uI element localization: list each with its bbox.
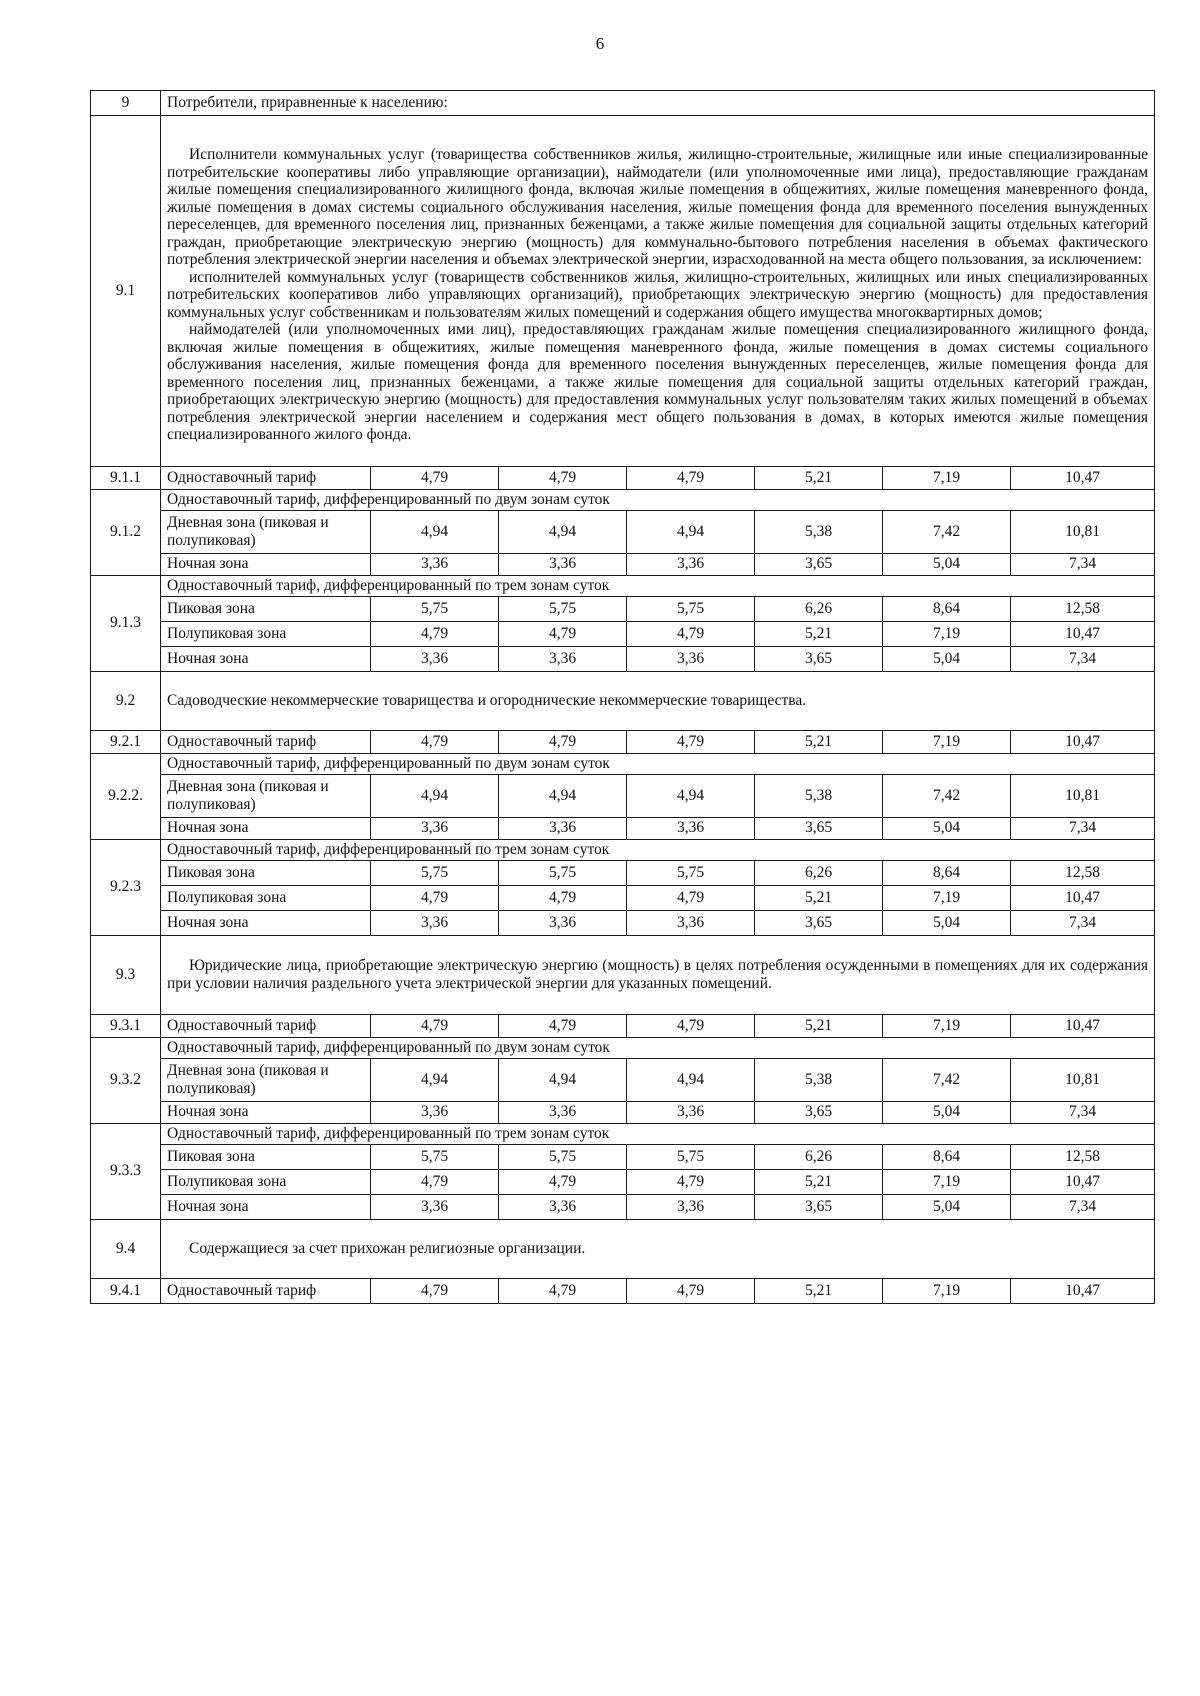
tariff-value-cell: 5,04 bbox=[883, 817, 1011, 839]
rate-label: Одноставочный тариф bbox=[161, 1014, 371, 1037]
tariff-value-cell: 5,75 bbox=[371, 1144, 499, 1169]
rate-label: Одноставочный тариф bbox=[161, 730, 371, 753]
tariff-value-cell: 3,36 bbox=[499, 553, 627, 575]
zone-label: Ночная зона bbox=[161, 817, 371, 839]
group-number: 9.3 bbox=[91, 935, 161, 1014]
tariff-value-cell: 4,94 bbox=[371, 510, 499, 553]
tariff-value-cell: 5,21 bbox=[755, 1169, 883, 1194]
group-number: 9.1 bbox=[91, 116, 161, 467]
group-caption: Садоводческие некоммерческие товарищества и огороднические некоммерческие товарищества. bbox=[167, 691, 807, 709]
tariff-value-cell: 3,36 bbox=[371, 646, 499, 671]
tariff-value-cell: 4,94 bbox=[499, 510, 627, 553]
tariff-value-cell: 4,94 bbox=[499, 774, 627, 817]
tariff-value-cell: 7,34 bbox=[1011, 646, 1155, 671]
tariff-value-cell: 3,36 bbox=[371, 1194, 499, 1219]
zone-row bbox=[91, 1169, 1155, 1194]
zone-row bbox=[91, 817, 1155, 839]
tariff-value-cell: 4,79 bbox=[499, 1014, 627, 1037]
tariff-value-cell: 4,79 bbox=[371, 1014, 499, 1037]
tariff-value-cell: 12,58 bbox=[1011, 596, 1155, 621]
tariff-value-cell: 5,21 bbox=[755, 621, 883, 646]
two-zone-header-row bbox=[91, 753, 1155, 774]
zone-row bbox=[91, 510, 1155, 553]
tariff-value-cell: 3,36 bbox=[499, 646, 627, 671]
tariff-value-cell: 7,19 bbox=[883, 730, 1011, 753]
row-number: 9.1.2 bbox=[91, 489, 161, 575]
tariff-value-cell: 3,36 bbox=[371, 910, 499, 935]
tariff-value-cell: 4,79 bbox=[627, 466, 755, 489]
zone-label: Полупиковая зона bbox=[161, 621, 371, 646]
zone-tariff-header: Одноставочный тариф, дифференцированный по трем зонам суток bbox=[161, 575, 1155, 596]
zone-label: Ночная зона bbox=[161, 1194, 371, 1219]
tariff-value-cell: 3,65 bbox=[755, 1101, 883, 1123]
tariff-value-cell: 8,64 bbox=[883, 860, 1011, 885]
tariff-value-cell: 10,47 bbox=[1011, 466, 1155, 489]
page-number: 6 bbox=[595, 34, 605, 53]
tariff-value-cell: 7,34 bbox=[1011, 817, 1155, 839]
tariff-value-cell: 7,19 bbox=[883, 885, 1011, 910]
tariff-value-cell: 7,19 bbox=[883, 1278, 1011, 1303]
section-row bbox=[91, 91, 1155, 116]
group-description-row bbox=[91, 116, 1155, 467]
group-caption-row bbox=[91, 671, 1155, 730]
row-number: 9.4.1 bbox=[91, 1278, 161, 1303]
tariff-table bbox=[90, 90, 1155, 1304]
tariff-value-cell: 10,47 bbox=[1011, 1169, 1155, 1194]
three-zone-header-row bbox=[91, 1123, 1155, 1144]
tariff-value-cell: 5,75 bbox=[627, 860, 755, 885]
tariff-value-cell: 3,36 bbox=[627, 817, 755, 839]
tariff-value-cell: 4,79 bbox=[499, 1278, 627, 1303]
tariff-value-cell: 5,75 bbox=[627, 596, 755, 621]
zone-row bbox=[91, 1194, 1155, 1219]
tariff-value-cell: 7,19 bbox=[883, 1014, 1011, 1037]
tariff-value-cell: 12,58 bbox=[1011, 1144, 1155, 1169]
tariff-value-cell: 3,36 bbox=[627, 553, 755, 575]
zone-row bbox=[91, 910, 1155, 935]
tariff-value-cell: 7,19 bbox=[883, 466, 1011, 489]
group-caption: Юридические лица, приобретающие электрическую энергию (мощность) в целях потребления осужденными в помещениях для их содержания при условии наличия раздельного учета электрической энергии для указанных помещений. bbox=[167, 957, 1149, 992]
tariff-value-cell: 3,36 bbox=[499, 910, 627, 935]
tariff-value-cell: 5,04 bbox=[883, 1194, 1011, 1219]
three-zone-header-row bbox=[91, 575, 1155, 596]
tariff-value-cell: 7,42 bbox=[883, 1058, 1011, 1101]
tariff-value-cell: 7,19 bbox=[883, 621, 1011, 646]
zone-label: Пиковая зона bbox=[161, 596, 371, 621]
zone-row bbox=[91, 646, 1155, 671]
tariff-value-cell: 5,75 bbox=[499, 596, 627, 621]
group-caption-cell bbox=[161, 1219, 1155, 1278]
tariff-value-cell: 4,79 bbox=[499, 1169, 627, 1194]
tariff-value-cell: 3,36 bbox=[627, 1101, 755, 1123]
tariff-value-cell: 5,75 bbox=[371, 860, 499, 885]
tariff-value-cell: 4,79 bbox=[627, 1169, 755, 1194]
zone-row bbox=[91, 885, 1155, 910]
zone-label: Полупиковая зона bbox=[161, 885, 371, 910]
description-paragraph: наймодателей (или уполномоченных ими лиц), предоставляющих гражданам жилые помещения специализированного жилищного фонда, включая жилые помещения в общежитиях, жилые помещения маневренного фонда, жилые помещения в домах системы социального обслуживания населения, жилые помещения фонда для временного поселения вынужденных переселенцев, жилые помещения фонда для временного поселения лиц, признанных беженцами, а также жилые помещения для социальной защиты отдельных категорий граждан, приобретающих электрическую энергию (мощность) для предоставления коммунальных услуг пользователям таких жилых помещений в объемах потребления электрической энергии населением и содержания мест общего пользования в домах, в которых имеются жилые помещения специализированного жилого фонда. bbox=[167, 321, 1149, 443]
tariff-value-cell: 4,94 bbox=[371, 1058, 499, 1101]
tariff-value-cell: 4,79 bbox=[499, 466, 627, 489]
tariff-value-cell: 3,36 bbox=[371, 553, 499, 575]
single-rate-row bbox=[91, 730, 1155, 753]
tariff-value-cell: 4,79 bbox=[371, 1169, 499, 1194]
tariff-value-cell: 3,36 bbox=[499, 1194, 627, 1219]
group-description bbox=[161, 116, 1155, 467]
zone-row bbox=[91, 774, 1155, 817]
group-caption: Содержащиеся за счет прихожан религиозные организации. bbox=[189, 1239, 586, 1257]
rate-label: Одноставочный тариф bbox=[161, 1278, 371, 1303]
tariff-value-cell: 4,79 bbox=[371, 1278, 499, 1303]
tariff-value-cell: 4,79 bbox=[371, 621, 499, 646]
tariff-value-cell: 10,47 bbox=[1011, 1014, 1155, 1037]
tariff-value-cell: 3,36 bbox=[627, 1194, 755, 1219]
row-number: 9.2.2. bbox=[91, 753, 161, 839]
tariff-value-cell: 4,94 bbox=[627, 774, 755, 817]
tariff-value-cell: 5,21 bbox=[755, 466, 883, 489]
tariff-value-cell: 3,65 bbox=[755, 910, 883, 935]
tariff-value-cell: 3,65 bbox=[755, 646, 883, 671]
tariff-value-cell: 4,79 bbox=[499, 730, 627, 753]
three-zone-header-row bbox=[91, 839, 1155, 860]
tariff-value-cell: 4,79 bbox=[627, 621, 755, 646]
tariff-value-cell: 3,36 bbox=[371, 817, 499, 839]
tariff-value-cell: 4,94 bbox=[627, 1058, 755, 1101]
group-caption-cell bbox=[161, 671, 1155, 730]
tariff-value-cell: 7,34 bbox=[1011, 910, 1155, 935]
tariff-value-cell: 7,42 bbox=[883, 510, 1011, 553]
tariff-value-cell: 5,21 bbox=[755, 1278, 883, 1303]
tariff-value-cell: 4,79 bbox=[499, 621, 627, 646]
tariff-value-cell: 4,79 bbox=[371, 885, 499, 910]
tariff-value-cell: 3,36 bbox=[499, 817, 627, 839]
group-number: 9.4 bbox=[91, 1219, 161, 1278]
tariff-value-cell: 4,79 bbox=[627, 1278, 755, 1303]
tariff-value-cell: 6,26 bbox=[755, 596, 883, 621]
zone-tariff-header: Одноставочный тариф, дифференцированный по двум зонам суток bbox=[161, 489, 1155, 510]
tariff-value-cell: 3,65 bbox=[755, 1194, 883, 1219]
row-number: 9.1.1 bbox=[91, 466, 161, 489]
two-zone-header-row bbox=[91, 489, 1155, 510]
group-caption-row bbox=[91, 935, 1155, 1014]
row-number: 9.2.1 bbox=[91, 730, 161, 753]
tariff-value-cell: 10,47 bbox=[1011, 1278, 1155, 1303]
tariff-value-cell: 12,58 bbox=[1011, 860, 1155, 885]
tariff-value-cell: 7,34 bbox=[1011, 553, 1155, 575]
tariff-value-cell: 4,79 bbox=[627, 885, 755, 910]
zone-tariff-header: Одноставочный тариф, дифференцированный по трем зонам суток bbox=[161, 1123, 1155, 1144]
single-rate-row bbox=[91, 1278, 1155, 1303]
single-rate-row bbox=[91, 466, 1155, 489]
tariff-value-cell: 5,75 bbox=[371, 596, 499, 621]
tariff-value-cell: 4,79 bbox=[371, 730, 499, 753]
section-number: 9 bbox=[91, 91, 161, 116]
tariff-value-cell: 5,04 bbox=[883, 910, 1011, 935]
tariff-value-cell: 10,81 bbox=[1011, 510, 1155, 553]
row-number: 9.3.3 bbox=[91, 1123, 161, 1219]
tariff-value-cell: 5,38 bbox=[755, 774, 883, 817]
group-caption-cell bbox=[161, 935, 1155, 1014]
tariff-value-cell: 4,79 bbox=[371, 466, 499, 489]
zone-row bbox=[91, 1058, 1155, 1101]
tariff-value-cell: 3,65 bbox=[755, 553, 883, 575]
zone-row bbox=[91, 553, 1155, 575]
tariff-value-cell: 4,79 bbox=[499, 885, 627, 910]
tariff-value-cell: 10,47 bbox=[1011, 885, 1155, 910]
zone-label: Полупиковая зона bbox=[161, 1169, 371, 1194]
group-number: 9.2 bbox=[91, 671, 161, 730]
tariff-value-cell: 8,64 bbox=[883, 1144, 1011, 1169]
tariff-value-cell: 5,21 bbox=[755, 730, 883, 753]
tariff-value-cell: 4,79 bbox=[627, 730, 755, 753]
tariff-value-cell: 4,94 bbox=[499, 1058, 627, 1101]
tariff-value-cell: 5,75 bbox=[627, 1144, 755, 1169]
row-number: 9.3.2 bbox=[91, 1037, 161, 1123]
tariff-value-cell: 7,19 bbox=[883, 1169, 1011, 1194]
description-paragraph: Исполнители коммунальных услуг (товарищества собственников жилья, жилищно-строительные, жилищные или иные специализированные потребительские кооперативы либо управляющие организации), наймодатели (или уполномоченные ими лица), предоставляющие гражданам жилые помещения специализированного жилищного фонда, включая жилые помещения в общежитиях, жилые помещения маневренного фонда, жилые помещения в домах системы социального обслуживания населения, жилые помещения фонда для временного поселения вынужденных переселенцев, для временного поселения лиц, признанных беженцами, а также жилые помещения для социальной защиты отдельных категорий граждан, приобретающие электрическую энергию (мощность) для коммунально-бытового потребления населения в объемах фактического потребления электрической энергии населения и объемах электрической энергии, израсходованной на места общего пользования, за исключением: bbox=[167, 146, 1149, 268]
zone-label: Пиковая зона bbox=[161, 1144, 371, 1169]
tariff-value-cell: 5,75 bbox=[499, 860, 627, 885]
zone-label: Пиковая зона bbox=[161, 860, 371, 885]
zone-row bbox=[91, 860, 1155, 885]
tariff-value-cell: 6,26 bbox=[755, 1144, 883, 1169]
tariff-value-cell: 7,34 bbox=[1011, 1101, 1155, 1123]
zone-label: Ночная зона bbox=[161, 910, 371, 935]
tariff-value-cell: 5,38 bbox=[755, 1058, 883, 1101]
zone-row bbox=[91, 621, 1155, 646]
tariff-value-cell: 6,26 bbox=[755, 860, 883, 885]
row-number: 9.2.3 bbox=[91, 839, 161, 935]
tariff-value-cell: 10,47 bbox=[1011, 730, 1155, 753]
zone-label: Дневная зона (пиковая и полупиковая) bbox=[161, 774, 371, 817]
tariff-value-cell: 10,81 bbox=[1011, 774, 1155, 817]
zone-tariff-header: Одноставочный тариф, дифференцированный по трем зонам суток bbox=[161, 839, 1155, 860]
rate-label: Одноставочный тариф bbox=[161, 466, 371, 489]
zone-tariff-header: Одноставочный тариф, дифференцированный по двум зонам суток bbox=[161, 753, 1155, 774]
tariff-value-cell: 8,64 bbox=[883, 596, 1011, 621]
tariff-value-cell: 4,94 bbox=[627, 510, 755, 553]
tariff-value-cell: 3,36 bbox=[499, 1101, 627, 1123]
zone-label: Ночная зона bbox=[161, 1101, 371, 1123]
tariff-value-cell: 3,36 bbox=[627, 646, 755, 671]
tariff-value-cell: 5,75 bbox=[499, 1144, 627, 1169]
two-zone-header-row bbox=[91, 1037, 1155, 1058]
tariff-value-cell: 3,65 bbox=[755, 817, 883, 839]
tariff-value-cell: 5,21 bbox=[755, 885, 883, 910]
tariff-value-cell: 3,36 bbox=[371, 1101, 499, 1123]
zone-row bbox=[91, 1101, 1155, 1123]
group-caption-row bbox=[91, 1219, 1155, 1278]
tariff-value-cell: 3,36 bbox=[627, 910, 755, 935]
tariff-value-cell: 4,94 bbox=[371, 774, 499, 817]
zone-label: Дневная зона (пиковая и полупиковая) bbox=[161, 510, 371, 553]
description-paragraph: исполнителей коммунальных услуг (товариществ собственников жилья, жилищно-строительных, жилищных или иных специализированных потребительских кооперативов либо управляющих организаций), приобретающих электрическую энергию (мощность) для предоставления коммунальных услуг собственникам и пользователям жилых помещений и содержания общего имущества многоквартирных домов; bbox=[167, 268, 1149, 321]
zone-tariff-header: Одноставочный тариф, дифференцированный по двум зонам суток bbox=[161, 1037, 1155, 1058]
tariff-value-cell: 5,21 bbox=[755, 1014, 883, 1037]
tariff-value-cell: 10,47 bbox=[1011, 621, 1155, 646]
tariff-value-cell: 4,79 bbox=[627, 1014, 755, 1037]
tariff-value-cell: 5,04 bbox=[883, 646, 1011, 671]
single-rate-row bbox=[91, 1014, 1155, 1037]
tariff-value-cell: 7,34 bbox=[1011, 1194, 1155, 1219]
tariff-value-cell: 5,04 bbox=[883, 1101, 1011, 1123]
zone-label: Ночная зона bbox=[161, 646, 371, 671]
zone-label: Ночная зона bbox=[161, 553, 371, 575]
row-number: 9.1.3 bbox=[91, 575, 161, 671]
zone-label: Дневная зона (пиковая и полупиковая) bbox=[161, 1058, 371, 1101]
zone-row bbox=[91, 596, 1155, 621]
zone-row bbox=[91, 1144, 1155, 1169]
row-number: 9.3.1 bbox=[91, 1014, 161, 1037]
tariff-value-cell: 5,38 bbox=[755, 510, 883, 553]
tariff-value-cell: 10,81 bbox=[1011, 1058, 1155, 1101]
section-title: Потребители, приравненные к населению: bbox=[161, 91, 1155, 116]
tariff-value-cell: 7,42 bbox=[883, 774, 1011, 817]
tariff-value-cell: 5,04 bbox=[883, 553, 1011, 575]
